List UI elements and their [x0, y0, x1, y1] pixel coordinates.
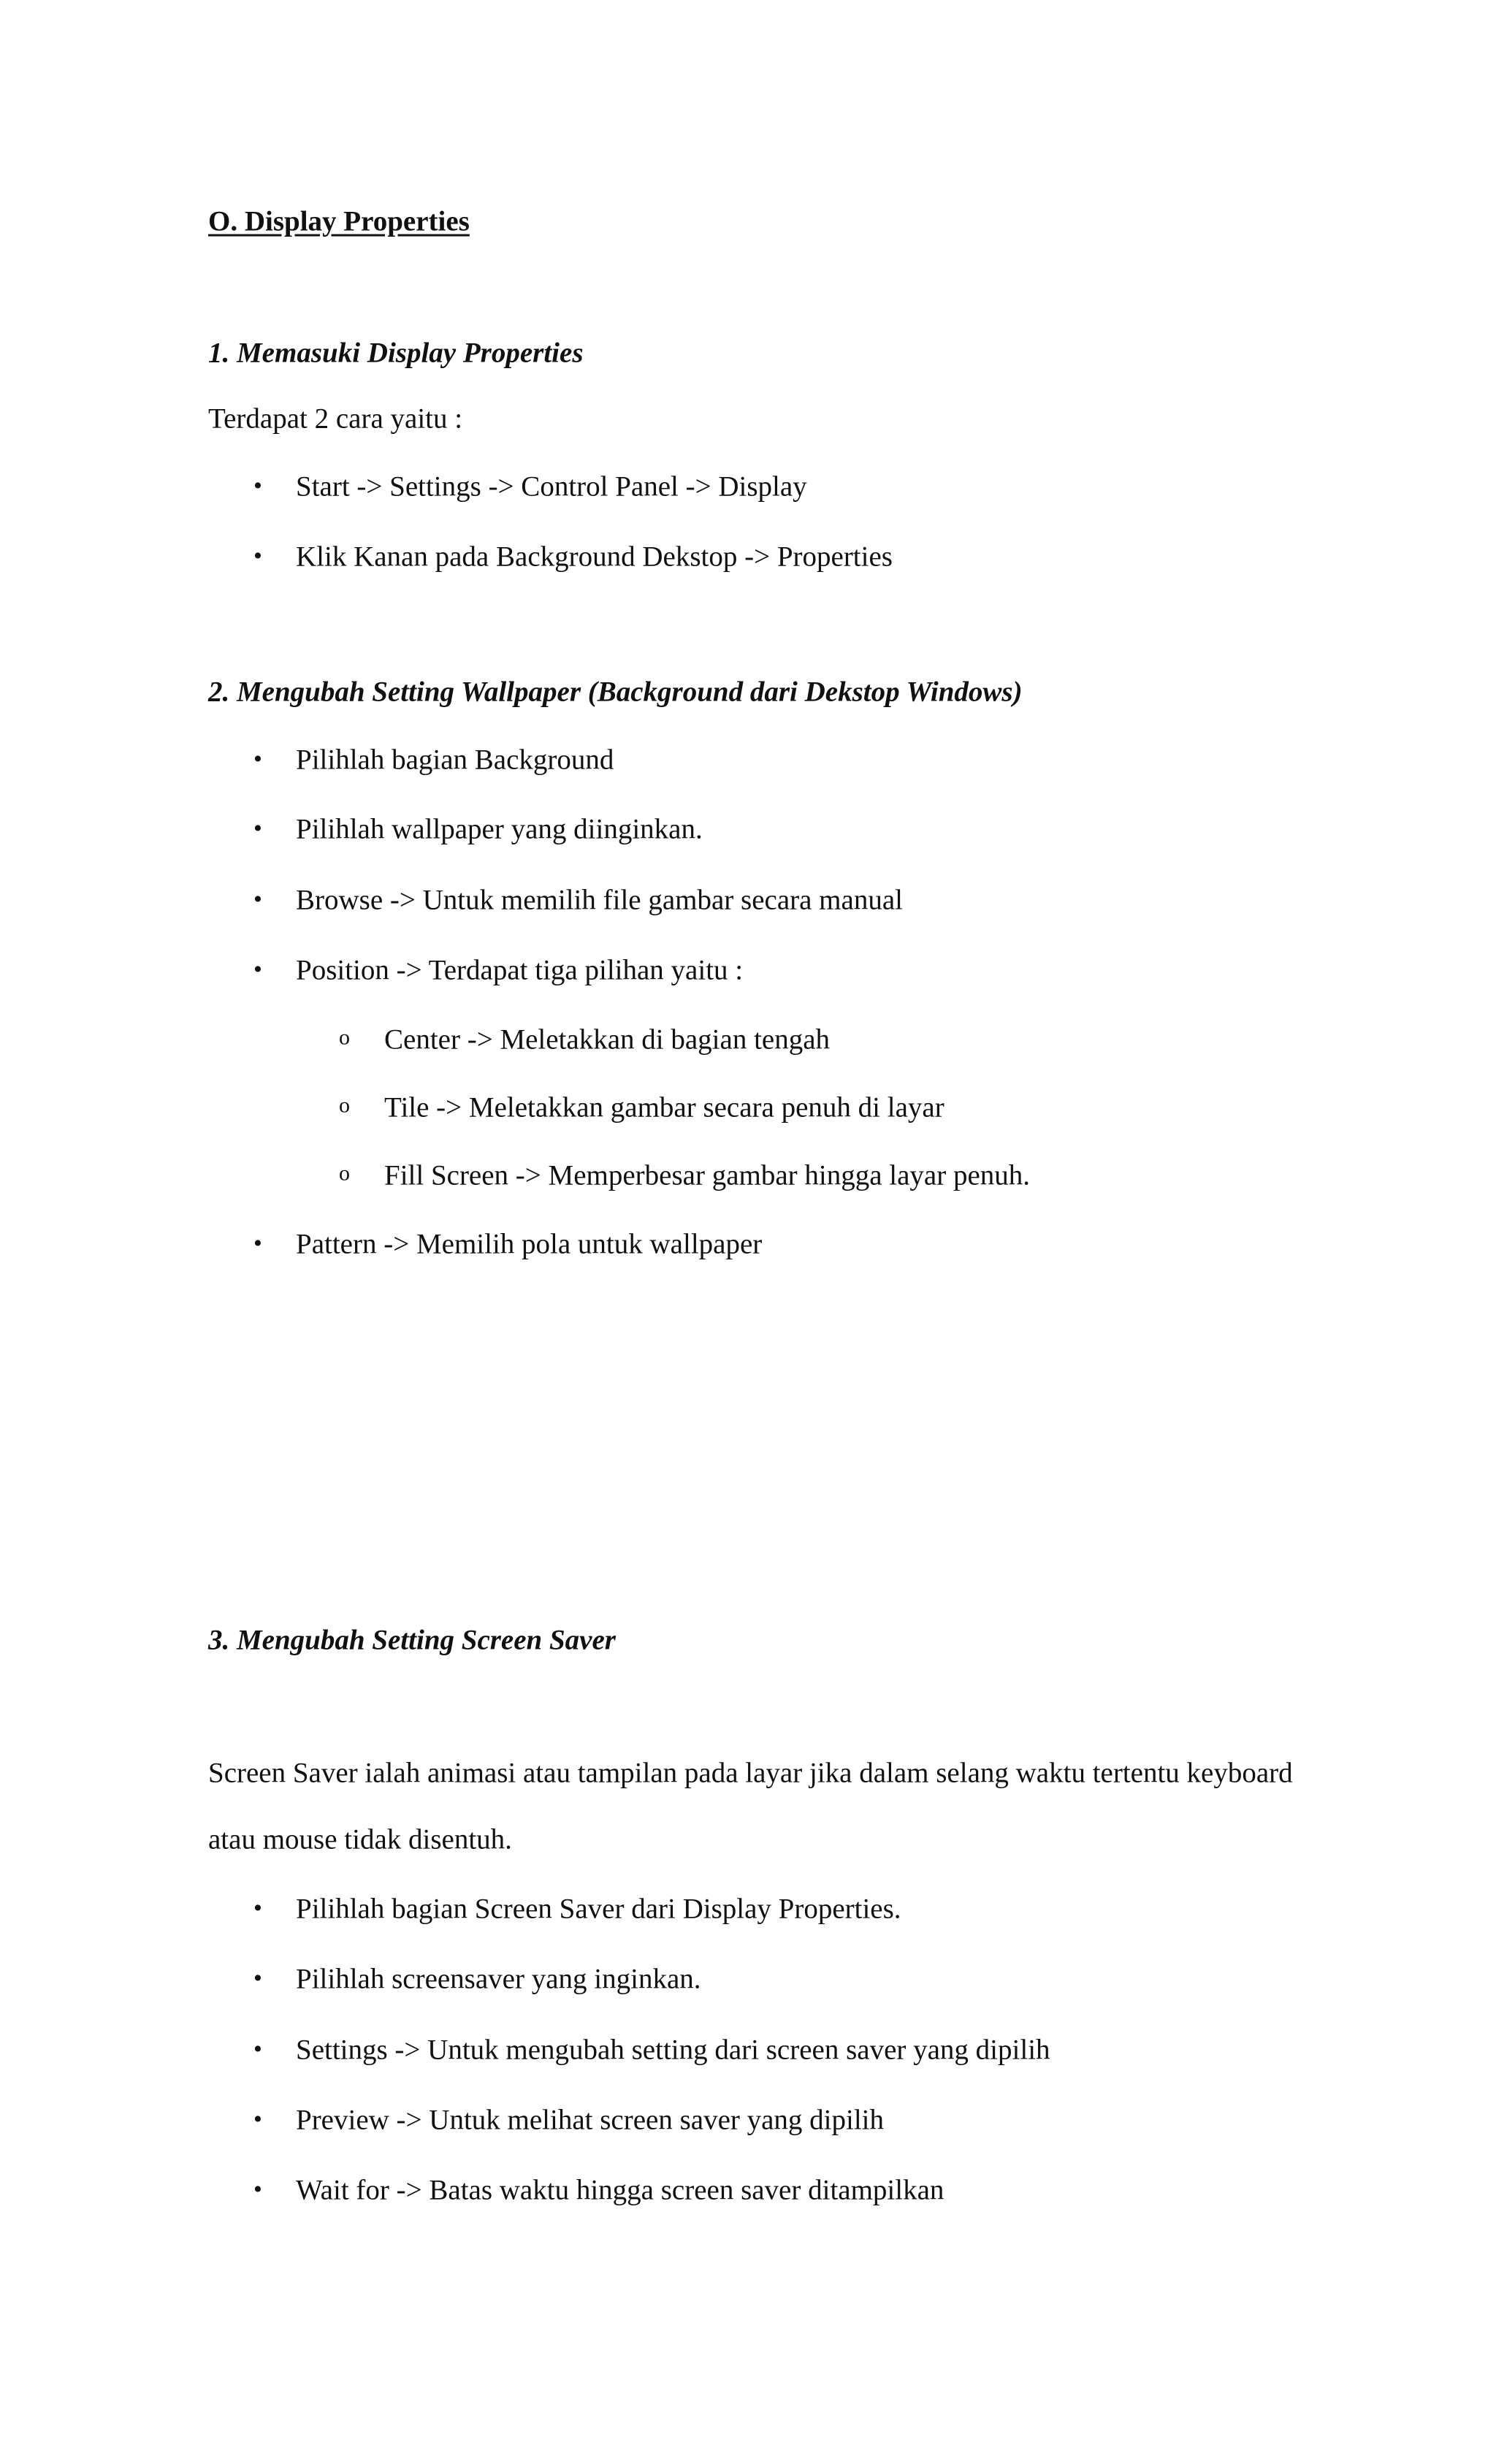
- list-item-text: Browse -> Untuk memilih file gambar secara manual: [296, 884, 903, 916]
- bullet-icon: •: [253, 745, 262, 773]
- bullet-icon: •: [253, 815, 262, 842]
- list-item: [253, 2104, 885, 2136]
- list-item-text: Start -> Settings -> Control Panel -> Display: [296, 470, 807, 503]
- list-item: [253, 541, 893, 573]
- sub-list-item: [339, 1023, 831, 1056]
- list-item: [253, 1228, 763, 1260]
- bullet-icon: •: [253, 956, 262, 983]
- bullet-icon: •: [253, 472, 262, 500]
- list-item-text: Settings -> Untuk mengubah setting dari screen saver yang dipilih: [296, 2034, 1050, 2066]
- bullet-icon: •: [253, 1964, 262, 1992]
- list-item-text: Pattern -> Memilih pola untuk wallpaper: [296, 1228, 763, 1260]
- bullet-icon: •: [253, 542, 262, 570]
- circle-bullet-icon: o: [339, 1093, 350, 1118]
- page-title: O. Display Properties: [208, 205, 470, 237]
- section-1-heading: 1. Memasuki Display Properties: [208, 337, 584, 369]
- bullet-icon: •: [253, 1229, 262, 1257]
- section-2-heading: 2. Mengubah Setting Wallpaper (Background dari Dekstop Windows): [208, 676, 1023, 708]
- list-item-text: Position -> Terdapat tiga pilihan yaitu :: [296, 954, 744, 986]
- list-item: [253, 744, 614, 776]
- list-item-text: Wait for -> Batas waktu hingga screen saver ditampilkan: [296, 2174, 944, 2206]
- list-item: [253, 1893, 901, 1925]
- section-3-paragraph-line-1: Screen Saver ialah animasi atau tampilan pada layar jika dalam selang waktu tertentu keyboard: [208, 1757, 1293, 1789]
- list-item: [253, 1963, 701, 1995]
- list-item-text: Pilihlah bagian Background: [296, 744, 614, 776]
- list-item-text: Preview -> Untuk melihat screen saver yang dipilih: [296, 2104, 885, 2136]
- bullet-icon: •: [253, 2105, 262, 2133]
- list-item-text: Klik Kanan pada Background Dekstop -> Properties: [296, 541, 893, 573]
- section-1-intro: Terdapat 2 cara yaitu :: [208, 403, 463, 435]
- sub-list-item-text: Tile -> Meletakkan gambar secara penuh di layar: [384, 1091, 944, 1124]
- bullet-icon: •: [253, 2035, 262, 2063]
- list-item: [253, 954, 744, 986]
- circle-bullet-icon: o: [339, 1161, 350, 1186]
- circle-bullet-icon: o: [339, 1025, 350, 1050]
- list-item: [253, 470, 807, 503]
- list-item: [253, 2034, 1050, 2066]
- bullet-icon: •: [253, 1894, 262, 1922]
- list-item: [253, 813, 703, 845]
- list-item-text: Pilihlah screensaver yang inginkan.: [296, 1963, 701, 1995]
- bullet-icon: •: [253, 885, 262, 913]
- sub-list-item: [339, 1091, 944, 1124]
- section-3-paragraph-line-2: atau mouse tidak disentuh.: [208, 1823, 512, 1855]
- list-item: [253, 2174, 944, 2206]
- sub-list-item: [339, 1159, 1031, 1191]
- list-item: [253, 884, 903, 916]
- sub-list-item-text: Center -> Meletakkan di bagian tengah: [384, 1023, 831, 1056]
- list-item-text: Pilihlah bagian Screen Saver dari Display Properties.: [296, 1893, 901, 1925]
- section-3-heading: 3. Mengubah Setting Screen Saver: [208, 1624, 616, 1656]
- sub-list-item-text: Fill Screen -> Memperbesar gambar hingga layar penuh.: [384, 1159, 1031, 1191]
- list-item-text: Pilihlah wallpaper yang diinginkan.: [296, 813, 703, 845]
- bullet-icon: •: [253, 2175, 262, 2203]
